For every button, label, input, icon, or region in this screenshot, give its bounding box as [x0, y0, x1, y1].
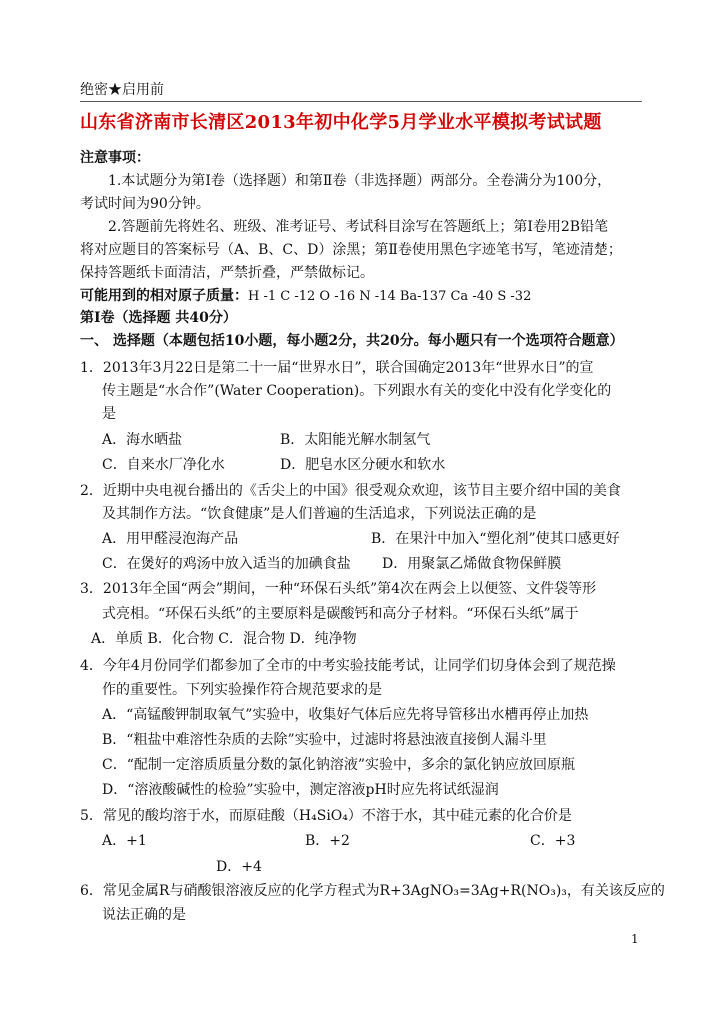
- question-6: 6．常见金属R与硝酸银溶液反应的化学方程式为R+3AgNO₃=3Ag+R(NO₃)₃，有关该反应的: [80, 883, 665, 899]
- q4-option-a: A．“高锰酸钾制取氧气”实验中，收集好气体后应先将导管移出水槽再停止加热: [102, 707, 589, 723]
- part1-heading: 第Ⅰ卷（选择题 共40分）: [80, 310, 237, 326]
- question-4: 4．今年4月份同学们都参加了全市的中考实验技能考试，让同学们切身体会到了规范操: [80, 658, 616, 674]
- question-2: 2．近期中央电视台播出的《舌尖上的中国》很受观众欢迎，该节目主要介绍中国的美食: [80, 483, 621, 499]
- question-4-cont: 作的重要性。下列实验操作符合规范要求的是: [102, 682, 382, 698]
- q5-option-d: D．+4: [216, 859, 262, 875]
- notice-item-2: 2.答题前先将姓名、班级、准考证号、考试科目涂写在答题纸上；第Ⅰ卷用2B铅笔: [108, 219, 609, 235]
- q2-option-b: B．在果汁中加入“塑化剂”使其口感更好: [371, 531, 620, 547]
- q3-options: A．单质 B．化合物 C．混合物 D．纯净物: [91, 631, 357, 647]
- q5-option-b: B．+2: [305, 833, 350, 849]
- question-2-cont: 及其制作方法。“饮食健康”是人们普遍的生活追求，下列说法正确的是: [102, 506, 537, 522]
- atomic-mass-values: H -1 C -12 O -16 N -14 Ba-137 Ca -40 S -32: [248, 289, 532, 304]
- q5-option-c: C．+3: [530, 833, 576, 849]
- question-5: 5．常见的酸均溶于水，而原硅酸（H₄SiO₄）不溶于水，其中硅元素的化合价是: [80, 808, 572, 824]
- q1-option-b: B．太阳能光解水制氢气: [280, 432, 431, 448]
- question-3-cont: 式亮相。“环保石头纸”的主要原料是碳酸钙和高分子材料。“环保石头纸”属于: [102, 606, 579, 622]
- header-rule: [80, 101, 642, 102]
- question-3: 3．2013年全国“两会”期间，一种“环保石头纸”第4次在两会上以便签、文件袋等形: [80, 581, 597, 597]
- atomic-mass-line: [80, 286, 531, 307]
- q2-option-c: C．在煲好的鸡汤中放入适当的加碘食盐: [102, 556, 351, 572]
- q5-option-a: A．+1: [102, 833, 147, 849]
- notice-item-2-cont2: 保持答题纸卡面清洁，严禁折叠，严禁做标记。: [80, 265, 374, 281]
- question-6-cont: 说法正确的是: [102, 907, 186, 923]
- notice-item-2-cont: 将对应题目的答案标号（A、B、C、D）涂黑；第Ⅱ卷使用黑色字迹笔书写，笔迹清楚；: [80, 242, 622, 258]
- secret-label: 绝密★启用前: [80, 82, 164, 98]
- notice-item-1: 1.本试题分为第Ⅰ卷（选择题）和第Ⅱ卷（非选择题）两部分。全卷满分为100分，: [108, 173, 612, 189]
- question-1-cont2: 是: [102, 406, 116, 422]
- q2-option-a: A．用甲醛浸泡海产品: [102, 531, 239, 547]
- atomic-mass-label: 可能用到的相对原子质量：: [80, 288, 248, 304]
- question-1: 1．2013年3月22日是第二十一届“世界水日”，联合国确定2013年“世界水日”的宣: [80, 360, 594, 376]
- page-title: 山东省济南市长清区2013年初中化学5月学业水平模拟考试试题: [80, 112, 602, 133]
- q4-option-b: B．“粗盐中难溶性杂质的去除”实验中，过滤时将悬浊液直接倒人漏斗里: [102, 732, 547, 748]
- notice-heading: 注意事项：: [80, 150, 150, 166]
- q1-option-c: C．自来水厂净化水: [102, 457, 225, 473]
- section-heading: 一、 选择题（本题包括10小题，每小题2分，共20分。每小题只有一个选项符合题意）: [80, 333, 624, 349]
- notice-item-1-cont: 考试时间为90分钟。: [80, 196, 210, 212]
- q2-option-d: D．用聚氯乙烯做食物保鲜膜: [382, 556, 562, 572]
- q4-option-c: C．“配制一定溶质质量分数的氯化钠溶液”实验中，多余的氯化钠应放回原瓶: [102, 757, 576, 773]
- q4-option-d: D．“溶液酸碱性的检验”实验中，测定溶液pH时应先将试纸湿润: [102, 782, 499, 798]
- question-1-cont: 传主题是“水合作”(Water Cooperation)。下列跟水有关的变化中没有化学变化的: [102, 383, 612, 399]
- q1-option-a: A．海水晒盐: [102, 432, 183, 448]
- page-number: 1: [631, 932, 639, 946]
- q1-option-d: D．肥皂水区分硬水和软水: [280, 457, 446, 473]
